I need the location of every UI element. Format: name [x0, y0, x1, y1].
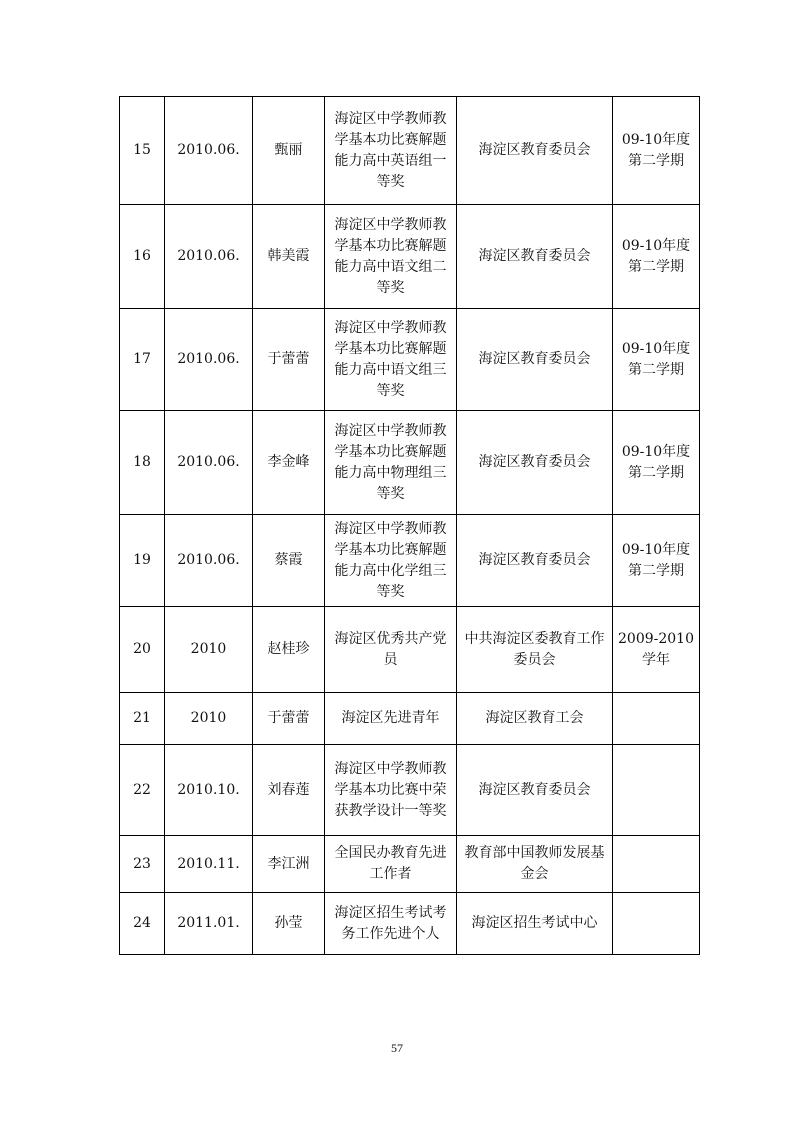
cell-date: 2010.06.: [165, 411, 253, 515]
cell-number: 24: [120, 893, 165, 955]
cell-issuer: 中共海淀区委教育工作委员会: [457, 607, 613, 693]
cell-issuer: 海淀区教育工会: [457, 693, 613, 745]
table-row: [120, 836, 700, 893]
cell-period: 2009-2010学年: [613, 607, 700, 693]
awards-table: [119, 96, 700, 955]
cell-name: 甄丽: [253, 97, 325, 205]
cell-issuer: 海淀区教育委员会: [457, 515, 613, 607]
cell-number: 18: [120, 411, 165, 515]
page-number: 57: [391, 1041, 403, 1055]
cell-award: 海淀区中学教师教学基本功比赛解题能力高中语文组三等奖: [325, 309, 457, 411]
cell-period: [613, 745, 700, 836]
table-row: [120, 411, 700, 515]
cell-name: 李江洲: [253, 836, 325, 893]
cell-name: 于蕾蕾: [253, 309, 325, 411]
cell-number: 23: [120, 836, 165, 893]
cell-period: 09-10年度第二学期: [613, 309, 700, 411]
table-row: [120, 893, 700, 955]
cell-date: 2011.01.: [165, 893, 253, 955]
cell-issuer: 海淀区教育委员会: [457, 97, 613, 205]
cell-award: 海淀区中学教师教学基本功比赛解题能力高中语文组二等奖: [325, 205, 457, 309]
cell-period: [613, 836, 700, 893]
cell-date: 2010.11.: [165, 836, 253, 893]
cell-issuer: 海淀区教育委员会: [457, 745, 613, 836]
cell-award: 海淀区优秀共产党员: [325, 607, 457, 693]
cell-period: [613, 693, 700, 745]
cell-issuer: 海淀区招生考试中心: [457, 893, 613, 955]
cell-issuer: 海淀区教育委员会: [457, 309, 613, 411]
table-row: [120, 693, 700, 745]
table-row: [120, 97, 700, 205]
cell-award: 海淀区先进青年: [325, 693, 457, 745]
cell-name: 蔡霞: [253, 515, 325, 607]
cell-name: 孙莹: [253, 893, 325, 955]
cell-award: 海淀区中学教师教学基本功比赛解题能力高中英语组一等奖: [325, 97, 457, 205]
cell-award: 全国民办教育先进工作者: [325, 836, 457, 893]
cell-date: 2010: [165, 607, 253, 693]
cell-issuer: 海淀区教育委员会: [457, 205, 613, 309]
cell-date: 2010.06.: [165, 205, 253, 309]
table-row: [120, 745, 700, 836]
cell-period: [613, 893, 700, 955]
cell-award: 海淀区中学教师教学基本功比赛解题能力高中化学组三等奖: [325, 515, 457, 607]
cell-name: 韩美霞: [253, 205, 325, 309]
cell-date: 2010.06.: [165, 97, 253, 205]
cell-date: 2010.10.: [165, 745, 253, 836]
cell-name: 赵桂珍: [253, 607, 325, 693]
table-row: [120, 205, 700, 309]
cell-award: 海淀区中学教师教学基本功比赛中荣获教学设计一等奖: [325, 745, 457, 836]
table-row: [120, 607, 700, 693]
cell-period: 09-10年度第二学期: [613, 97, 700, 205]
cell-date: 2010.06.: [165, 309, 253, 411]
cell-number: 17: [120, 309, 165, 411]
cell-period: 09-10年度第二学期: [613, 411, 700, 515]
cell-name: 于蕾蕾: [253, 693, 325, 745]
cell-date: 2010: [165, 693, 253, 745]
cell-period: 09-10年度第二学期: [613, 205, 700, 309]
cell-number: 16: [120, 205, 165, 309]
cell-date: 2010.06.: [165, 515, 253, 607]
cell-number: 19: [120, 515, 165, 607]
cell-number: 21: [120, 693, 165, 745]
cell-number: 15: [120, 97, 165, 205]
cell-issuer: 海淀区教育委员会: [457, 411, 613, 515]
cell-period: 09-10年度第二学期: [613, 515, 700, 607]
cell-award: 海淀区招生考试考务工作先进个人: [325, 893, 457, 955]
cell-number: 22: [120, 745, 165, 836]
cell-name: 李金峰: [253, 411, 325, 515]
table-row: [120, 309, 700, 411]
cell-number: 20: [120, 607, 165, 693]
cell-name: 刘春莲: [253, 745, 325, 836]
cell-award: 海淀区中学教师教学基本功比赛解题能力高中物理组三等奖: [325, 411, 457, 515]
cell-issuer: 教育部中国教师发展基金会: [457, 836, 613, 893]
table-row: [120, 515, 700, 607]
